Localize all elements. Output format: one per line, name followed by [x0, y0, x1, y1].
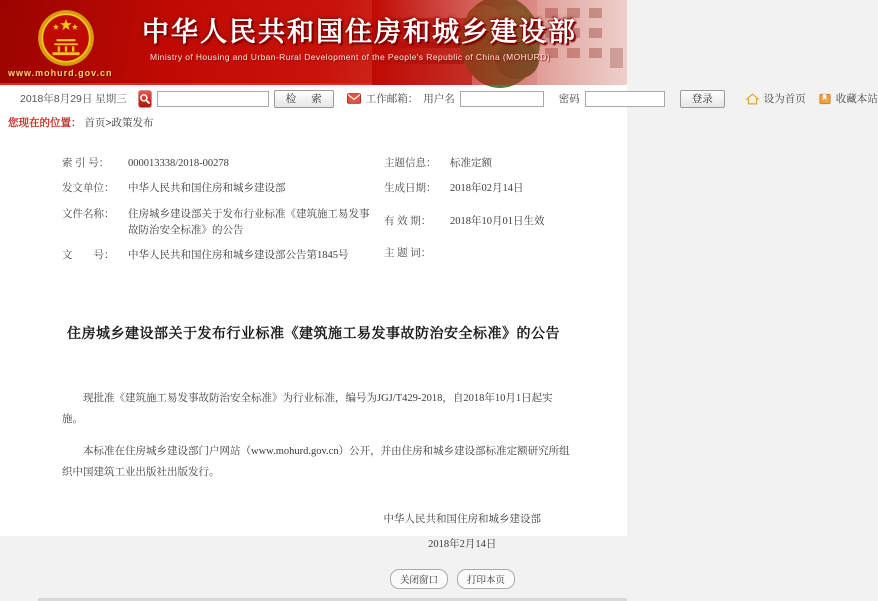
mail-label: 工作邮箱：: [365, 93, 419, 105]
article-paragraph: 本标准在住房城乡建设部门户网站（www.mohurd.gov.cn）公开，并由住房和城乡建设部标准定额研究所组织中国建筑工业出版社出版发行。: [62, 446, 570, 478]
bookmark-icon: [819, 93, 831, 105]
meta-value: 中华人民共和国住房和城乡建设部公告第1845号: [128, 250, 349, 262]
meta-label: 发文单位：: [62, 183, 115, 195]
meta-label: 主 题 词：: [384, 247, 432, 259]
meta-value: 2018年02月14日: [450, 183, 524, 195]
metadata-right-column: [384, 156, 627, 273]
username-input[interactable]: [460, 91, 544, 107]
site-url: www.mohurd.gov.cn: [8, 68, 113, 78]
meta-value: 2018年10月01日生效: [450, 215, 545, 227]
article-title: 住房城乡建设部关于发布行业标准《建筑施工易发事故防治安全标准》的公告: [67, 327, 560, 343]
meta-row-issuing-unit: [62, 181, 384, 197]
password-label: 密码: [558, 93, 580, 105]
breadcrumb: [0, 112, 627, 134]
meta-value: 住房城乡建设部关于发布行业标准《建筑施工易发事故防治安全标准》的公告: [128, 208, 370, 236]
meta-row-keywords: [384, 246, 627, 262]
footer-actions: [0, 551, 515, 589]
signature-organization: 中华人民共和国住房和城乡建设部: [383, 514, 541, 526]
print-page-button[interactable]: 打印本页: [457, 569, 515, 589]
search-button[interactable]: 检 索: [274, 90, 334, 108]
breadcrumb-path[interactable]: 首页>政策发布: [84, 117, 154, 129]
close-window-button[interactable]: 关闭窗口: [390, 569, 448, 589]
mail-icon: [347, 93, 361, 104]
toolbar: [0, 85, 878, 112]
meta-row-index-number: [62, 156, 384, 172]
meta-row-document-number: [62, 248, 384, 264]
metadata-left-column: [62, 156, 384, 273]
meta-value: 标准定额: [450, 158, 492, 169]
meta-label: 生成日期：: [384, 183, 437, 195]
header-banner: [0, 0, 627, 85]
meta-label: 文 号：: [62, 250, 115, 262]
meta-label: 主题信息：: [384, 158, 437, 169]
search-input[interactable]: [157, 91, 269, 107]
site-subtitle-english: Ministry of Housing and Urban-Rural Development of the People's Republic of China (MOHURD): [150, 52, 550, 62]
document-metadata: [0, 156, 627, 273]
meta-label: 索 引 号：: [62, 158, 110, 169]
favorite-site-link[interactable]: 收藏本站: [835, 93, 878, 105]
username-label: 用户名: [423, 93, 455, 105]
password-input[interactable]: [585, 91, 665, 107]
home-icon: [746, 93, 759, 105]
meta-row-topic-info: [384, 156, 627, 172]
meta-label: 有 效 期：: [384, 215, 432, 227]
current-date: 2018年8月29日 星期三: [20, 93, 127, 105]
document-area: [0, 156, 627, 601]
national-emblem-icon: [36, 6, 96, 70]
meta-value: 中华人民共和国住房和城乡建设部: [128, 183, 286, 195]
meta-row-creation-date: [384, 181, 627, 197]
meta-label: 文件名称：: [62, 208, 115, 220]
search-icon: [138, 90, 152, 108]
meta-value: 000013338/2018-00278: [128, 158, 229, 169]
login-button[interactable]: 登录: [680, 90, 725, 108]
site-title: 中华人民共和国住房和城乡建设部: [142, 17, 577, 47]
meta-row-document-name: [62, 207, 384, 240]
signature-block: [384, 511, 542, 551]
article-paragraph: 现批准《建筑施工易发事故防治安全标准》为行业标准，编号为JGJ/T429-2018，自2018年10月1日起实施。: [62, 393, 553, 425]
signature-date: 2018年2月14日: [428, 539, 497, 551]
set-homepage-link[interactable]: 设为首页: [763, 93, 806, 105]
article-body: [62, 389, 571, 483]
breadcrumb-label: 您现在的位置：: [8, 117, 82, 129]
meta-row-validity: [384, 214, 627, 230]
